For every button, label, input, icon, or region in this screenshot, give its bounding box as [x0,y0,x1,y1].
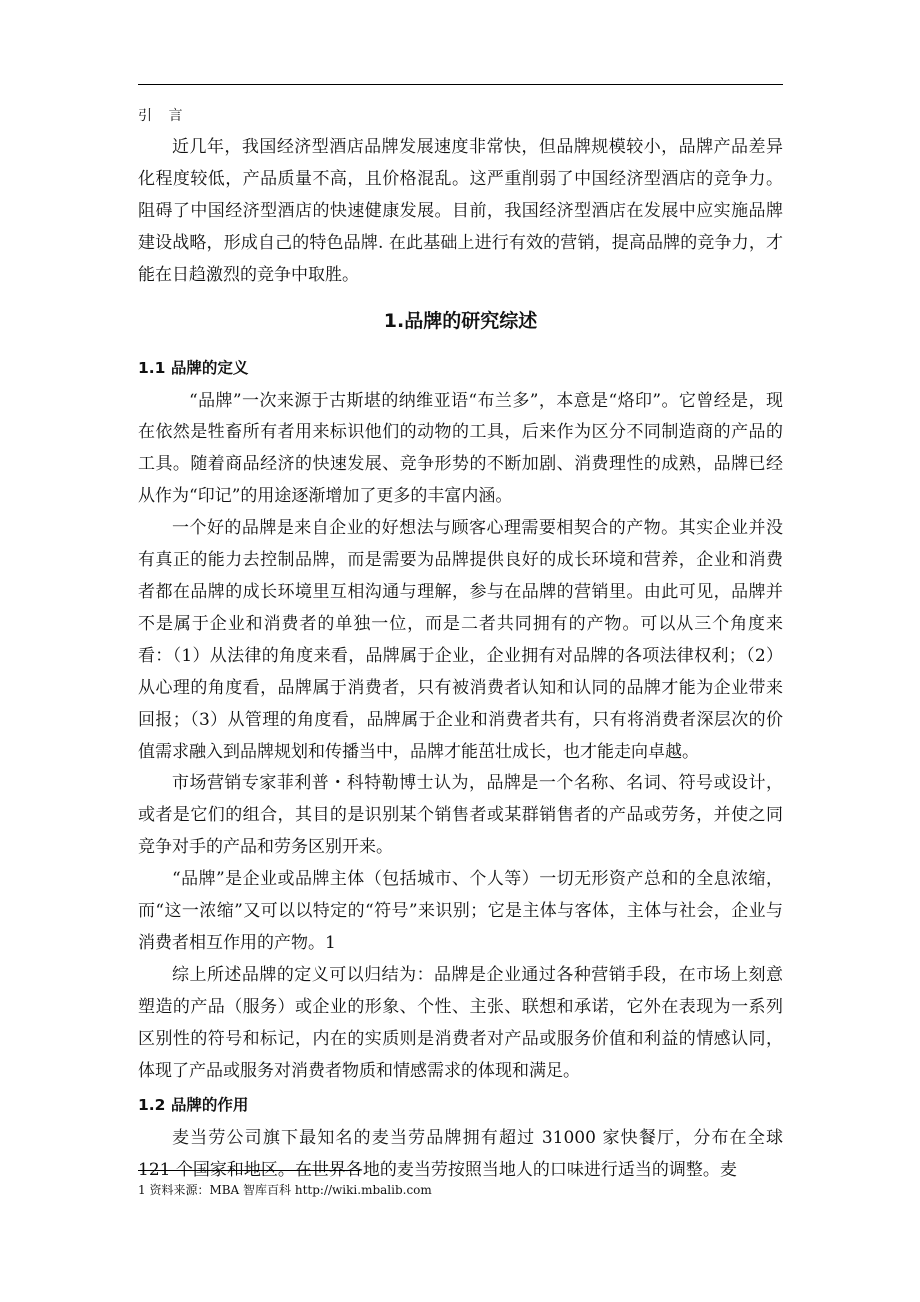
document-body [138,100,783,1187]
footnote-rule [138,1170,360,1171]
intro-paragraph: 近几年，我国经济型酒店品牌发展速度非常快，但品牌规模较小，品牌产品差异化程度较低，产品质量不高，且价格混乱。这严重削弱了中国经济型酒店的竞争力。阻碍了中国经济型酒店的快速健康发展。目前，我国经济型酒店在发展中应实施品牌建设战略，形成自己的特色品牌. 在此基础上进行有效的营销，提高品牌的竞争力，才能在日趋激烈的竞争中取胜。 [138,137,783,285]
header-rule [138,84,783,85]
intro-heading: 引 言 [138,108,189,124]
paragraph: 市场营销专家菲利普・科特勒博士认为，品牌是一个名称、名词、符号或设计，或者是它们的组合，其目的是识别某个销售者或某群销售者的产品或劳务，并使之同竞争对手的产品和劳务区别开来。 [138,773,783,858]
paragraph: 综上所述品牌的定义可以归结为：品牌是企业通过各种营销手段，在市场上刻意塑造的产品（服务）或企业的形象、个性、主张、联想和承诺，它外在表现为一系列区别性的符号和标记，内在的实质则是消费者对产品或服务价值和利益的情感认同，体现了产品或服务对消费者物质和情感需求的体现和满足。 [138,964,783,1081]
footnote: 1 资料来源：MBA 智库百科 http://wiki.mbalib.com [138,1183,432,1197]
subsection-heading-definition: 1.1 品牌的定义 [138,358,249,377]
section-title: 1.品牌的研究综述 [383,309,538,332]
paragraph: “品牌”一次来源于古斯堪的纳维亚语“布兰多”，本意是“烙印”。它曾经是，现在依然是牲畜所有者用来标识他们的动物的工具，后来作为区分不同制造商的产品的工具。随着商品经济的快速发展、竞争形势的不断加剧、消费理性的成熟，品牌已经从作为“印记”的用途逐渐增加了更多的丰富内涵。 [138,390,783,507]
paragraph: “品牌”是企业或品牌主体（包括城市、个人等）一切无形资产总和的全息浓缩，而“这一浓缩”又可以以特定的“符号”来识别；它是主体与客体，主体与社会，企业与消费者相互作用的产物。1 [138,869,783,953]
subsection-heading-function: 1.2 品牌的作用 [138,1096,249,1115]
paragraph: 一个好的品牌是来自企业的好想法与顾客心理需要相契合的产物。其实企业并没有真正的能力去控制品牌，而是需要为品牌提供良好的成长环境和营养，企业和消费者都在品牌的成长环境里互相沟通与理解，参与在品牌的营销里。由此可见，品牌并不是属于企业和消费者的单独一位，而是二者共同拥有的产物。可以从三个角度来看：（1）从法律的角度来看，品牌属于企业，企业拥有对品牌的各项法律权利；（2）从心理的角度看，品牌属于消费者，只有被消费者认知和认同的品牌才能为企业带来回报；（3）从管理的角度看，品牌属于企业和消费者共有，只有将消费者深层次的价值需求融入到品牌规划和传播当中，品牌才能茁壮成长，也才能走向卓越。 [138,518,783,762]
paragraph: 麦当劳公司旗下最知名的麦当劳品牌拥有超过 31000 家快餐厅，分布在全球 121 个国家和地区。在世界各地的麦当劳按照当地人的口味进行适当的调整。麦 [138,1128,783,1181]
